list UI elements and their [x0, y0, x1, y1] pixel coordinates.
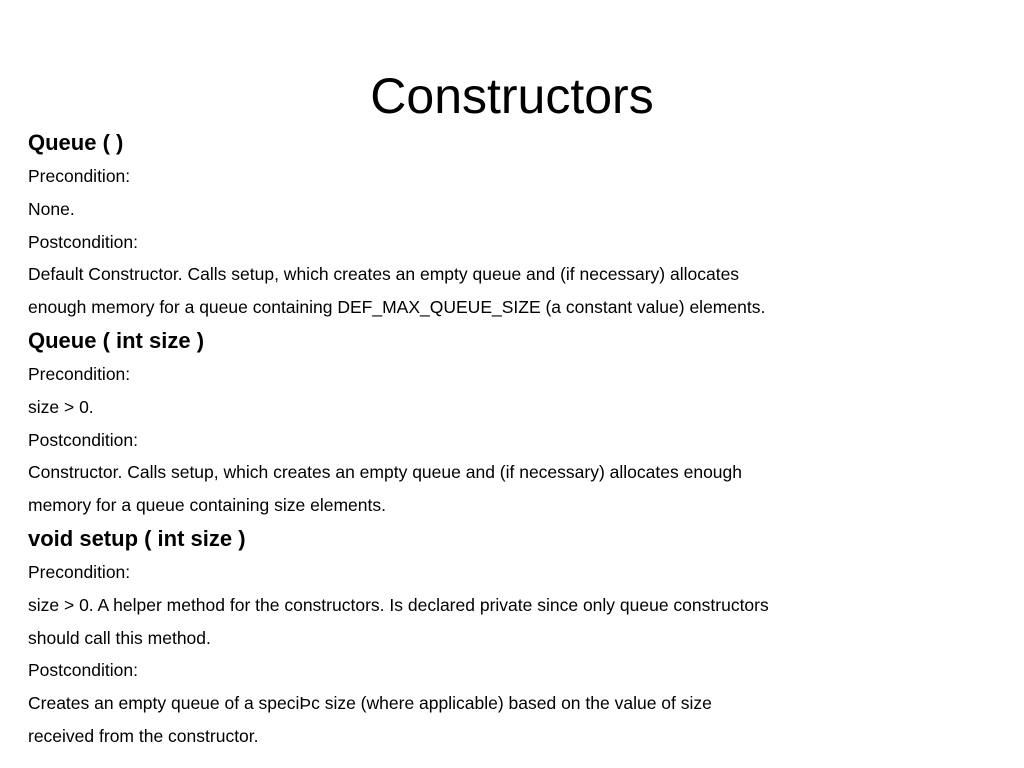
section-default-constructor [28, 126, 1008, 324]
postcondition-text: received from the constructor. [28, 725, 259, 746]
postcondition-label: Postcondition: [28, 429, 138, 450]
postcondition-label: Postcondition: [28, 231, 138, 252]
postcondition-text: Default Constructor. Calls setup, which creates an empty queue and (if necessary) allocates [28, 264, 740, 285]
postcondition-text: Constructor. Calls setup, which creates an empty queue and (if necessary) allocates enough [28, 462, 742, 483]
precondition-label: Precondition: [28, 166, 131, 186]
precondition-label: Precondition: [28, 363, 131, 384]
postcondition-text: enough memory for a queue containing DEF_MAX_QUEUE_SIZE (a constant value) elements. [28, 297, 766, 318]
precondition-label: Precondition: [28, 561, 131, 582]
precondition-text: should call this method. [28, 627, 211, 648]
precondition-text: size > 0. A helper method for the constructors. Is declared private since only queue constructors [28, 594, 769, 615]
slide-title: Constructors [370, 68, 654, 124]
section-heading: Queue ( int size ) [28, 327, 205, 353]
precondition-text: None. [28, 198, 75, 219]
section-size-constructor [28, 324, 1008, 522]
postcondition-text: memory for a queue containing size elements. [28, 495, 386, 516]
precondition-text: size > 0. [28, 396, 94, 417]
section-heading: Queue ( ) [28, 130, 124, 155]
section-heading: void setup ( int size ) [28, 525, 246, 551]
slide-body [28, 126, 1008, 753]
postcondition-text: Creates an empty queue of a speciÞc size (where applicable) based on the value of size [28, 693, 712, 714]
section-setup-method [28, 522, 1008, 753]
postcondition-label: Postcondition: [28, 660, 138, 681]
